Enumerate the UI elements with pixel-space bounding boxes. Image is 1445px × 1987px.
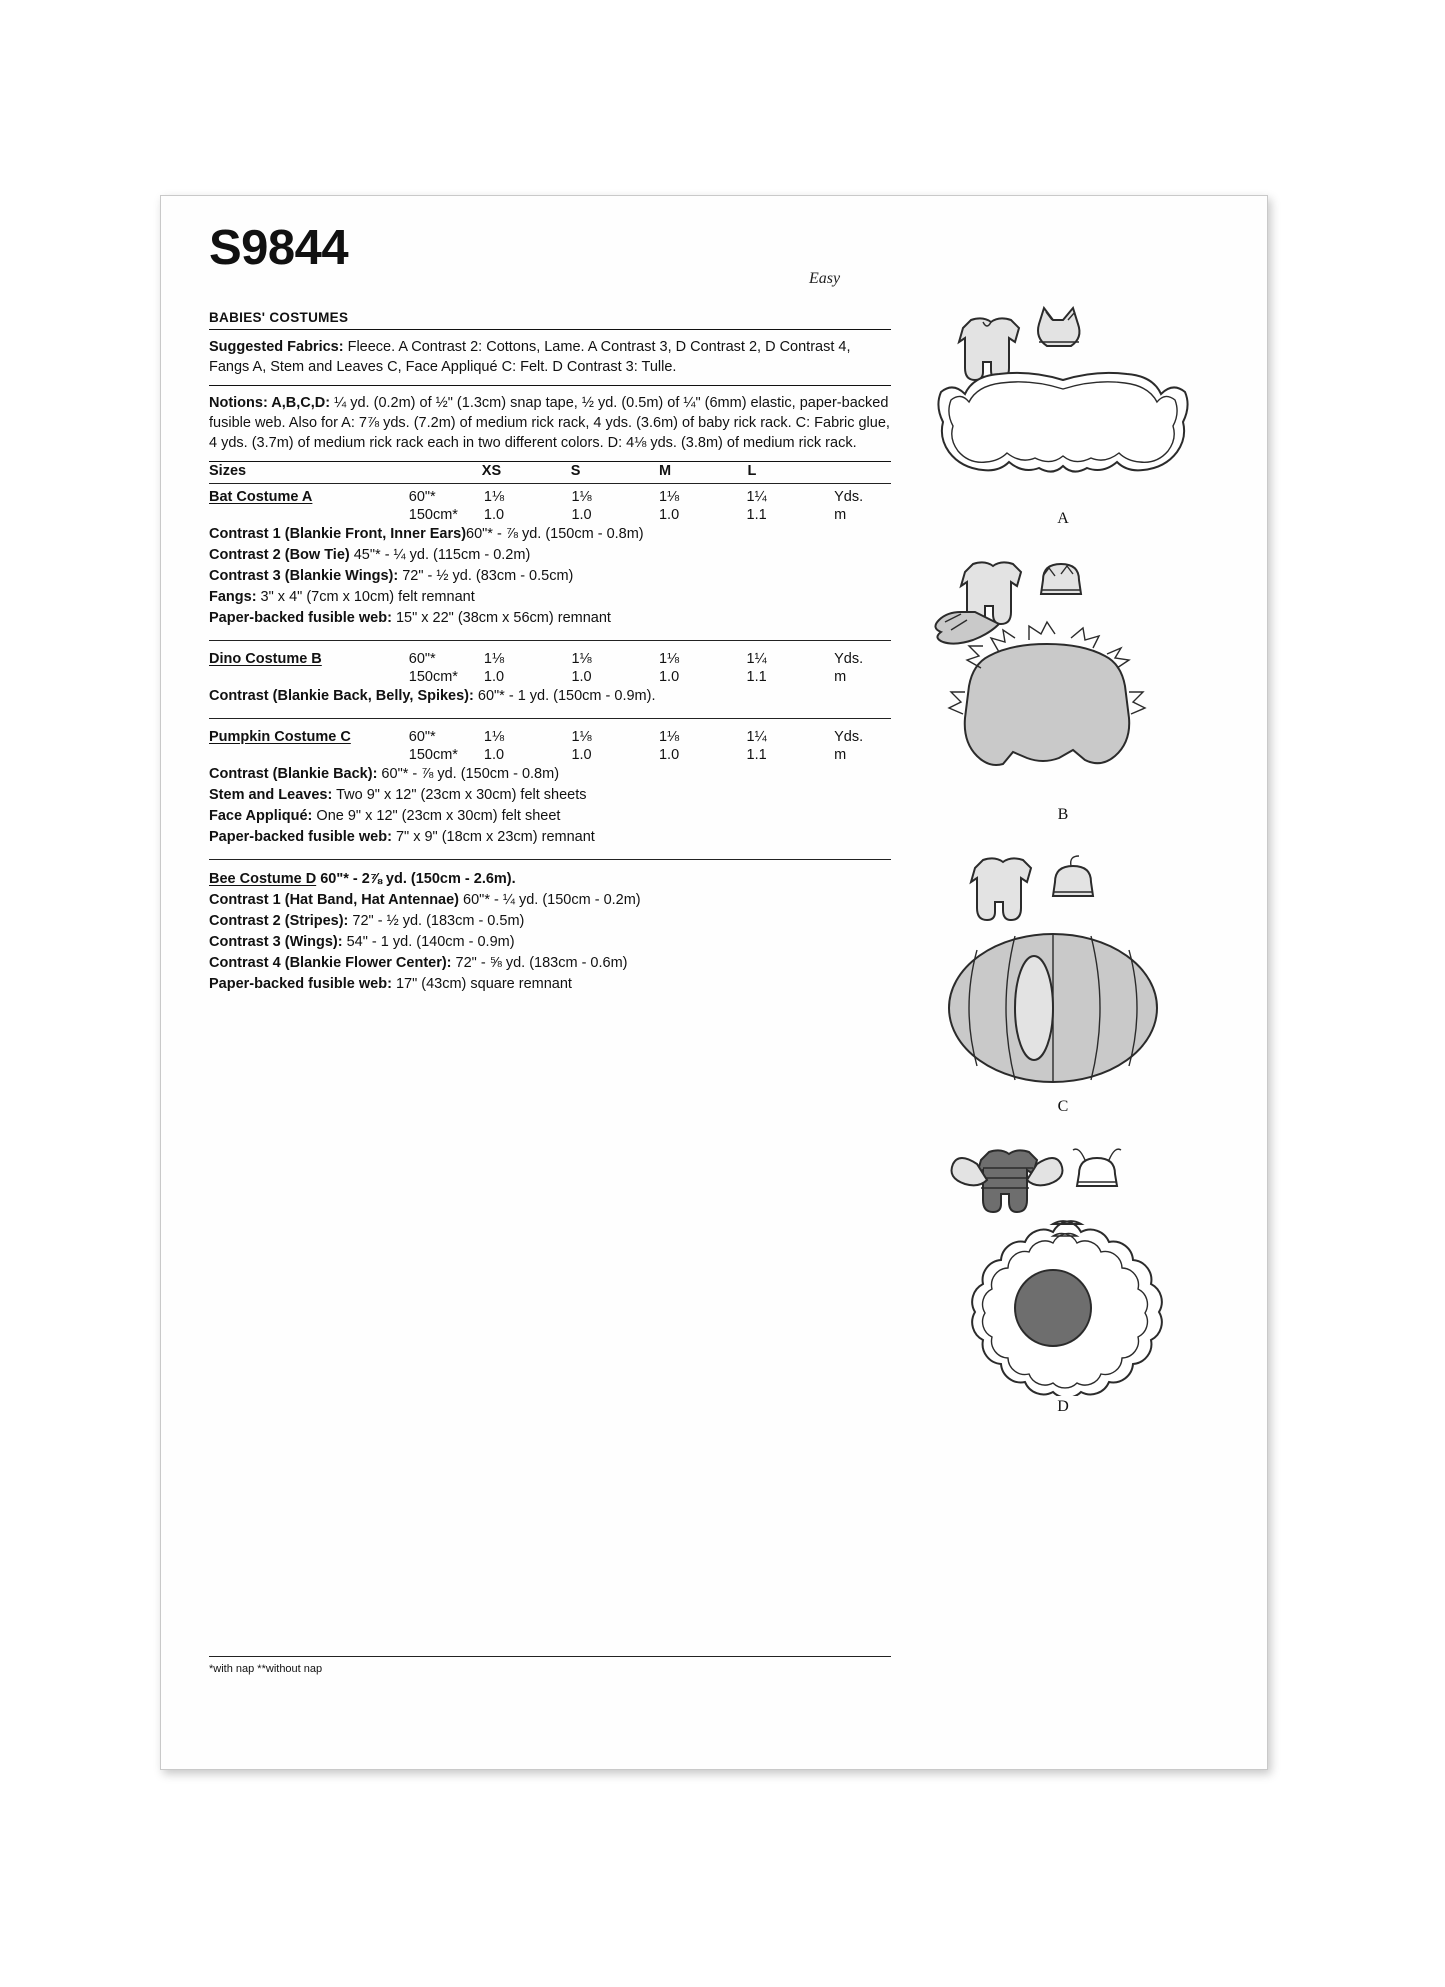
note-label: Paper-backed fusible web: (209, 976, 392, 993)
bat-costume-drawing (903, 246, 1223, 508)
dino-costume-drawing (903, 546, 1223, 804)
note-value: 45"* - ¼ yd. (115cm - 0.2m) (349, 547, 531, 564)
dino-costume-illustration (903, 546, 1223, 846)
size-column-xs: XS (481, 463, 502, 479)
note-value: Two 9" x 12" (23cm x 30cm) felt sheets (332, 787, 587, 804)
garment-block-b (209, 650, 891, 707)
footnote-text: *with nap **without nap (209, 1663, 323, 1675)
meterage-s: 1.0 (571, 507, 592, 523)
note-label: Face Appliqué: (209, 808, 313, 825)
yardage-l: 1¼ (746, 489, 767, 505)
list-item (209, 827, 891, 848)
note-value: 60"* - ¼ yd. (150cm - 0.2m) (459, 892, 641, 909)
note-label: Contrast 2 (Stripes): (209, 913, 349, 930)
list-item (209, 932, 891, 953)
meterage-s: 1.0 (571, 669, 592, 686)
notions-label: Notions: A,B,C,D: (209, 395, 331, 411)
divider (209, 1656, 891, 1657)
list-item (209, 911, 891, 932)
note-label: Paper-backed fusible web: (209, 829, 392, 846)
illustration-column (903, 246, 1223, 1438)
yardage-unit: Yds. (834, 489, 864, 505)
meterage-m: 1.0 (658, 747, 680, 764)
dino-tail-icon (935, 612, 999, 644)
meterage-xs: 1.0 (483, 507, 505, 523)
dino-hat-icon (1041, 564, 1081, 594)
fabric-width: 60"* (408, 489, 436, 505)
list-item (209, 545, 891, 566)
difficulty-label: Easy (809, 270, 841, 287)
suggested-fabrics-label: Suggested Fabrics: (209, 339, 344, 355)
note-value: 60"* - ⅞ yd. (150cm - 0.8m) (377, 766, 560, 783)
figure-letter-b: B (1057, 806, 1069, 823)
dino-blankie-icon (949, 622, 1145, 765)
meterage-unit: m (834, 747, 847, 764)
list-item (209, 764, 891, 785)
size-column-l: L (747, 463, 757, 479)
meterage-unit: m (834, 669, 847, 686)
list-item (209, 608, 891, 629)
divider (209, 329, 891, 330)
note-label: Contrast 2 (Bow Tie) (209, 547, 350, 564)
flower-blankie-icon (972, 1221, 1162, 1396)
divider (209, 859, 891, 860)
bat-romper-icon (959, 318, 1019, 380)
yardage-s: 1⅛ (571, 651, 592, 668)
table-row (209, 462, 891, 480)
yardage-m: 1⅛ (658, 651, 680, 668)
size-column-s: S (570, 463, 581, 479)
garment-table-b (209, 650, 891, 686)
fabric-width: 150cm* (408, 507, 458, 523)
garment-block-c (209, 728, 891, 848)
garment-block-d (209, 869, 891, 995)
yardage-m: 1⅛ (658, 489, 680, 505)
category-title: BABIES' COSTUMES (209, 310, 349, 325)
table-row (209, 506, 891, 524)
sizes-header-table (209, 462, 891, 480)
yardage-xs: 1⅛ (483, 651, 505, 668)
suggested-fabrics-paragraph (209, 337, 891, 377)
note-label: Paper-backed fusible web: (209, 610, 392, 627)
meterage-xs: 1.0 (483, 747, 505, 764)
note-label: Contrast 3 (Blankie Wings): (209, 568, 399, 585)
note-value: One 9" x 12" (23cm x 30cm) felt sheet (312, 808, 561, 825)
divider (209, 718, 891, 719)
meterage-m: 1.0 (658, 669, 680, 686)
note-value: 3" x 4" (7cm x 10cm) felt remnant (256, 589, 475, 606)
table-row (209, 728, 891, 746)
list-item (209, 566, 891, 587)
yardage-s: 1⅛ (571, 729, 592, 746)
sizes-label: Sizes (209, 463, 247, 479)
fabric-width: 60"* (408, 729, 436, 746)
garment-name-a: Bat Costume A (209, 489, 313, 505)
note-value: 7" x 9" (18cm x 23cm) remnant (391, 829, 595, 846)
note-label: Contrast 1 (Hat Band, Hat Antennae) (209, 892, 460, 909)
notions-text: ¼ yd. (0.2m) of ½" (1.3cm) snap tape, ½ yd. (0.5m) of ¼" (6mm) elastic, paper-backed fusible web. Also for A: 7⅞ yds. (7.2m) of medium rick rack, 4 yds. (3.6m) of baby rick rack. C: Fabric glue, 4 yds. (3.7m) of medium rick rack each in two different colors. D: 4⅛ yds. (3.8m) of medium rick rack. (209, 395, 890, 451)
garment-row-d (209, 869, 891, 890)
text-column (209, 221, 891, 997)
list-item (209, 974, 891, 995)
garment-name-d: Bee Costume D (209, 871, 317, 888)
divider (209, 640, 891, 641)
note-value: 72" - ⅝ yd. (183cm - 0.6m) (451, 955, 628, 972)
note-label: Contrast (Blankie Back, Belly, Spikes): (209, 688, 474, 705)
divider (209, 385, 891, 386)
meterage-s: 1.0 (571, 747, 592, 764)
list-item (209, 890, 891, 911)
note-label: Contrast 3 (Wings): (209, 934, 343, 951)
yardage-xs: 1⅛ (483, 489, 505, 505)
yardage-m: 1⅛ (658, 729, 680, 746)
list-item (209, 953, 891, 974)
pattern-envelope-back (160, 195, 1268, 1770)
notions-paragraph (209, 393, 891, 453)
meterage-l: 1.1 (746, 669, 767, 686)
note-label: Fangs: (209, 589, 257, 606)
bee-costume-drawing (903, 1138, 1223, 1396)
note-label: Contrast (Blankie Back): (209, 766, 378, 783)
suggested-fabrics-text: Fleece. A Contrast 2: Cottons, Lame. A Contrast 3, D Contrast 2, D Contrast 4, Fangs A, Stem and Leaves C, Face Appliqué C: Felt. D Contrast 3: Tulle. (209, 339, 851, 375)
table-row (209, 488, 891, 506)
table-row (209, 650, 891, 668)
note-label: Contrast 4 (Blankie Flower Center): (209, 955, 452, 972)
pumpkin-blankie-icon (949, 934, 1157, 1082)
pumpkin-romper-icon (971, 858, 1031, 920)
yardage-l: 1¼ (746, 651, 767, 668)
note-value: 54" - 1 yd. (140cm - 0.9m) (342, 934, 515, 951)
pumpkin-hat-icon (1053, 856, 1093, 896)
note-label: Stem and Leaves: (209, 787, 333, 804)
table-row (209, 746, 891, 764)
bat-costume-illustration (903, 246, 1223, 546)
note-value: 60"* - 1 yd. (150cm - 0.9m). (473, 688, 656, 705)
size-column-m: M (659, 463, 672, 479)
meterage-unit: m (834, 507, 847, 523)
fabric-width: 150cm* (408, 669, 458, 686)
fabric-width: 60"* (408, 651, 436, 668)
bee-costume-illustration (903, 1138, 1223, 1438)
yardage-unit: Yds. (834, 651, 864, 668)
meterage-l: 1.1 (746, 507, 767, 523)
note-label: Contrast 1 (Blankie Front, Inner Ears) (209, 526, 467, 542)
garment-yardage-d: 60"* - 2⅞ yd. (150cm - 2.6m). (316, 871, 516, 888)
note-value: 72" - ½ yd. (83cm - 0.5cm) (398, 568, 574, 585)
garment-table-a (209, 488, 891, 524)
bat-hat-icon (1038, 308, 1079, 346)
note-value: 72" - ½ yd. (183cm - 0.5m) (348, 913, 525, 930)
page-title: S9844 (209, 221, 349, 275)
yardage-unit: Yds. (834, 729, 864, 746)
bee-romper-icon (952, 1150, 1063, 1212)
pumpkin-costume-illustration (903, 846, 1223, 1138)
note-value: 15" x 22" (38cm x 56cm) remnant (391, 610, 611, 627)
fabric-width: 150cm* (408, 747, 458, 764)
garment-name-b: Dino Costume B (209, 651, 322, 668)
figure-letter-c: C (1057, 1098, 1069, 1115)
note-value: 60"* - ⅞ yd. (150cm - 0.8m) (466, 526, 644, 542)
bee-hat-icon (1073, 1149, 1121, 1186)
footnote-block (209, 1656, 891, 1675)
meterage-l: 1.1 (746, 747, 767, 764)
note-value: 17" (43cm) square remnant (391, 976, 572, 993)
list-item (209, 785, 891, 806)
figure-letter-a: A (1057, 510, 1069, 527)
garment-block-a (209, 488, 891, 629)
yardage-l: 1¼ (746, 729, 767, 746)
garment-table-c (209, 728, 891, 764)
figure-letter-d: D (1057, 1398, 1069, 1415)
pumpkin-costume-drawing (903, 846, 1223, 1096)
list-item (209, 524, 891, 545)
list-item (209, 587, 891, 608)
yardage-s: 1⅛ (571, 489, 592, 505)
meterage-m: 1.0 (658, 507, 680, 523)
table-row (209, 668, 891, 686)
garment-name-c: Pumpkin Costume C (209, 729, 351, 746)
meterage-xs: 1.0 (483, 669, 505, 686)
bat-blankie-icon (938, 373, 1187, 472)
yardage-xs: 1⅛ (483, 729, 505, 746)
list-item (209, 806, 891, 827)
divider (209, 483, 891, 484)
list-item (209, 686, 891, 707)
